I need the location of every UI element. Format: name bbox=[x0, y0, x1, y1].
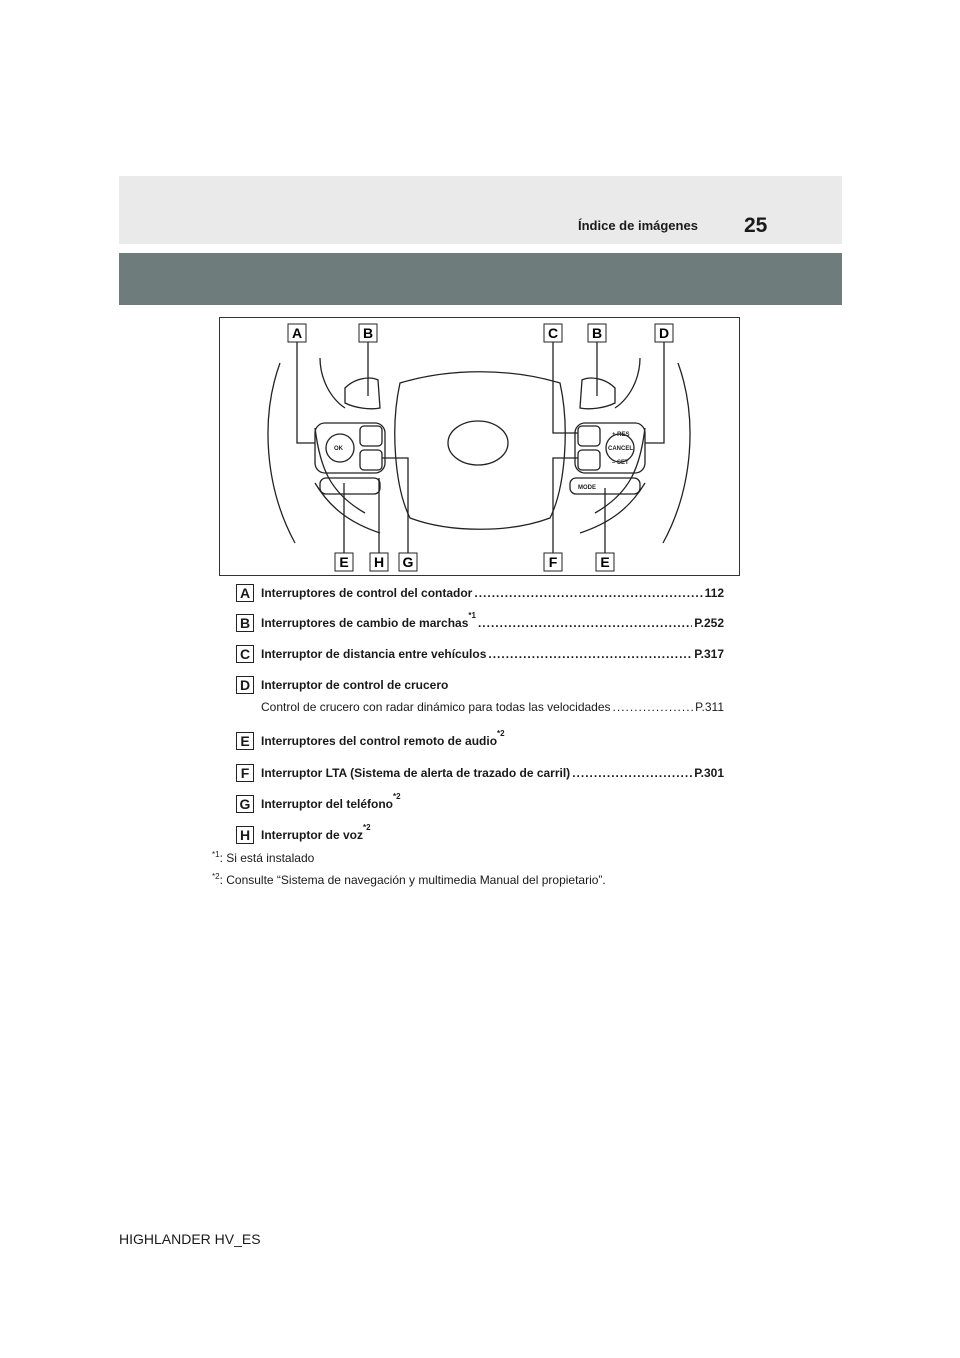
item-letter: A bbox=[236, 584, 254, 602]
footer-model: HIGHLANDER HV_ES bbox=[119, 1231, 261, 1247]
item-text: Interruptor de control de crucero bbox=[261, 678, 449, 692]
item-text: Interruptor del teléfono bbox=[261, 797, 393, 811]
leader-dots bbox=[488, 647, 692, 661]
cancel-button-label: CANCEL bbox=[608, 446, 633, 452]
callout-e-left: E bbox=[339, 554, 349, 570]
callout-d: D bbox=[658, 325, 670, 341]
item-letter: C bbox=[236, 645, 254, 663]
item-letter: D bbox=[236, 676, 254, 694]
set-button-label: – SET bbox=[612, 460, 629, 466]
item-page-ref[interactable]: P.301 bbox=[694, 766, 724, 780]
item-footnote-mark: *2 bbox=[497, 729, 505, 738]
page-number: 25 bbox=[744, 214, 768, 237]
item-subtext: Control de crucero con radar dinámico para todas las velocidades bbox=[261, 700, 611, 714]
item-text: Interruptores de control del contador bbox=[261, 586, 473, 600]
header-band bbox=[119, 176, 842, 244]
steering-wheel-illustration bbox=[220, 318, 741, 577]
item-letter: H bbox=[236, 826, 254, 844]
item-page-ref[interactable]: P.252 bbox=[694, 616, 724, 630]
steering-wheel-figure bbox=[219, 317, 740, 576]
callout-b-right: B bbox=[591, 325, 603, 341]
callout-h: H bbox=[373, 554, 385, 570]
callout-g: G bbox=[402, 554, 414, 570]
item-text: Interruptor LTA (Sistema de alerta de trazado de carril) bbox=[261, 766, 571, 780]
footnote-mark: *1 bbox=[212, 850, 220, 859]
leader-dots bbox=[474, 586, 702, 600]
res-button-label: + RES bbox=[612, 432, 630, 438]
item-page-ref[interactable]: 112 bbox=[704, 586, 724, 600]
item-text: Interruptor de voz bbox=[261, 828, 364, 842]
footnote-mark: *2 bbox=[212, 872, 220, 881]
callout-b-left: B bbox=[362, 325, 374, 341]
item-text: Interruptor de distancia entre vehículos bbox=[261, 647, 487, 661]
footnote-1 bbox=[212, 851, 314, 865]
item-letter: E bbox=[236, 732, 254, 750]
item-text: Interruptores del control remoto de audio bbox=[261, 734, 498, 748]
item-letter: G bbox=[236, 795, 254, 813]
callout-a: A bbox=[291, 325, 303, 341]
item-page-ref[interactable]: P.311 bbox=[695, 700, 724, 714]
leader-dots bbox=[572, 766, 692, 780]
section-bar bbox=[119, 253, 842, 305]
item-text: Interruptores de cambio de marchas bbox=[261, 616, 469, 630]
leader-dots bbox=[478, 616, 692, 630]
item-footnote-mark: *2 bbox=[393, 792, 401, 801]
footnote-text: : Consulte “Sistema de navegación y multimedia Manual del propietario”. bbox=[219, 873, 606, 887]
callout-e-right: E bbox=[600, 554, 610, 570]
item-letter: F bbox=[236, 764, 254, 782]
item-letter: B bbox=[236, 614, 254, 632]
item-footnote-mark: *2 bbox=[363, 823, 371, 832]
mode-button-label: MODE bbox=[578, 485, 596, 491]
item-page-ref[interactable]: P.317 bbox=[694, 647, 724, 661]
leader-dots bbox=[613, 700, 694, 714]
section-title: Índice de imágenes bbox=[578, 218, 698, 233]
ok-button-label: OK bbox=[334, 446, 343, 452]
footnote-2 bbox=[212, 873, 606, 887]
item-footnote-mark: *1 bbox=[468, 611, 476, 620]
footnote-text: : Si está instalado bbox=[219, 851, 315, 865]
callout-f: F bbox=[548, 554, 558, 570]
callout-c: C bbox=[547, 325, 559, 341]
